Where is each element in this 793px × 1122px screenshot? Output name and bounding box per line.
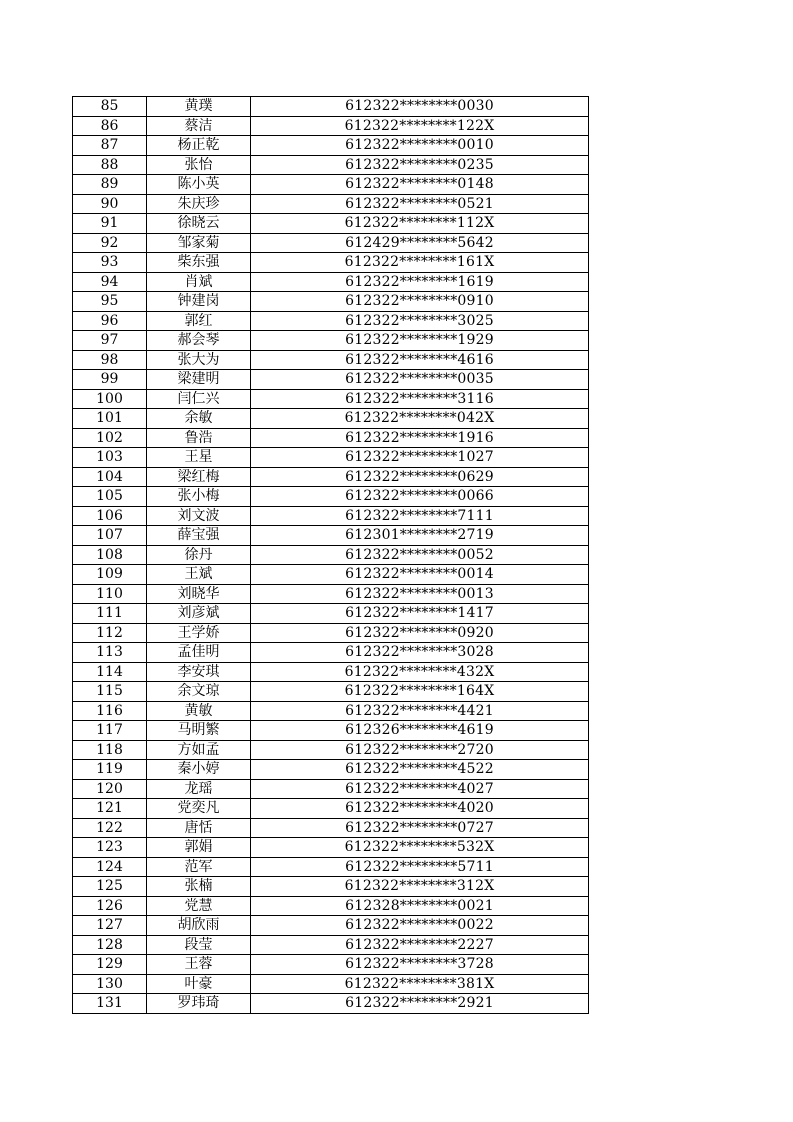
id-number-cell: 612322********432X	[251, 662, 589, 682]
row-number-cell: 103	[73, 448, 147, 468]
row-number-cell: 91	[73, 214, 147, 234]
table-row	[73, 604, 589, 624]
name-cell: 张大为	[147, 350, 251, 370]
name-cell: 邹家菊	[147, 233, 251, 253]
table-row	[73, 818, 589, 838]
row-number-cell: 130	[73, 974, 147, 994]
id-number-cell: 612322********381X	[251, 974, 589, 994]
id-number-cell: 612322********1027	[251, 448, 589, 468]
name-cell: 黄敏	[147, 701, 251, 721]
id-number-cell: 612322********5711	[251, 857, 589, 877]
name-cell: 范军	[147, 857, 251, 877]
id-number-cell: 612322********2720	[251, 740, 589, 760]
table-row	[73, 799, 589, 819]
id-number-cell: 612322********0010	[251, 136, 589, 156]
name-cell: 马明繁	[147, 721, 251, 741]
name-cell: 余敏	[147, 409, 251, 429]
table-row	[73, 253, 589, 273]
name-cell: 郝会琴	[147, 331, 251, 351]
row-number-cell: 95	[73, 292, 147, 312]
table-row	[73, 857, 589, 877]
table-row	[73, 779, 589, 799]
table-row	[73, 955, 589, 975]
id-number-cell: 612301********2719	[251, 526, 589, 546]
name-cell: 唐恬	[147, 818, 251, 838]
id-number-cell: 612322********0629	[251, 467, 589, 487]
row-number-cell: 106	[73, 506, 147, 526]
id-number-cell: 612322********4027	[251, 779, 589, 799]
name-cell: 肖斌	[147, 272, 251, 292]
row-number-cell: 125	[73, 877, 147, 897]
row-number-cell: 96	[73, 311, 147, 331]
table-row	[73, 701, 589, 721]
name-cell: 郭娟	[147, 838, 251, 858]
id-number-cell: 612328********0021	[251, 896, 589, 916]
name-cell: 叶豪	[147, 974, 251, 994]
table-row	[73, 311, 589, 331]
row-number-cell: 128	[73, 935, 147, 955]
id-number-cell: 612322********2921	[251, 994, 589, 1014]
row-number-cell: 123	[73, 838, 147, 858]
id-number-cell: 612322********3028	[251, 643, 589, 663]
table-row	[73, 272, 589, 292]
row-number-cell: 92	[73, 233, 147, 253]
row-number-cell: 94	[73, 272, 147, 292]
table-row	[73, 233, 589, 253]
id-number-cell: 612322********4020	[251, 799, 589, 819]
id-number-cell: 612429********5642	[251, 233, 589, 253]
name-cell: 张怡	[147, 155, 251, 175]
row-number-cell: 121	[73, 799, 147, 819]
table-row	[73, 350, 589, 370]
name-cell: 余文琼	[147, 682, 251, 702]
id-number-cell: 612322********0148	[251, 175, 589, 195]
table-row	[73, 682, 589, 702]
name-cell: 李安琪	[147, 662, 251, 682]
table-row	[73, 136, 589, 156]
id-number-cell: 612322********4616	[251, 350, 589, 370]
name-cell: 党慧	[147, 896, 251, 916]
row-number-cell: 101	[73, 409, 147, 429]
id-number-cell: 612322********3025	[251, 311, 589, 331]
table-row	[73, 97, 589, 117]
name-cell: 罗玮琦	[147, 994, 251, 1014]
row-number-cell: 120	[73, 779, 147, 799]
table-row	[73, 155, 589, 175]
name-cell: 段莹	[147, 935, 251, 955]
name-cell: 方如孟	[147, 740, 251, 760]
id-number-cell: 612322********1916	[251, 428, 589, 448]
name-cell: 徐晓云	[147, 214, 251, 234]
name-cell: 王斌	[147, 565, 251, 585]
name-cell: 秦小婷	[147, 760, 251, 780]
row-number-cell: 109	[73, 565, 147, 585]
name-cell: 郭红	[147, 311, 251, 331]
table-row	[73, 994, 589, 1014]
id-number-cell: 612322********7111	[251, 506, 589, 526]
table-row	[73, 760, 589, 780]
name-cell: 柴东强	[147, 253, 251, 273]
id-number-cell: 612322********0235	[251, 155, 589, 175]
table-row	[73, 935, 589, 955]
id-number-cell: 612322********2227	[251, 935, 589, 955]
table-row	[73, 623, 589, 643]
name-cell: 黄璞	[147, 97, 251, 117]
name-cell: 徐丹	[147, 545, 251, 565]
roster-table	[72, 96, 589, 1014]
name-cell: 张楠	[147, 877, 251, 897]
id-number-cell: 612322********1929	[251, 331, 589, 351]
name-cell: 龙瑶	[147, 779, 251, 799]
row-number-cell: 111	[73, 604, 147, 624]
id-number-cell: 612322********1619	[251, 272, 589, 292]
name-cell: 蔡洁	[147, 116, 251, 136]
table-row	[73, 370, 589, 390]
row-number-cell: 99	[73, 370, 147, 390]
name-cell: 刘晓华	[147, 584, 251, 604]
id-number-cell: 612322********4522	[251, 760, 589, 780]
name-cell: 梁红梅	[147, 467, 251, 487]
name-cell: 钟建岗	[147, 292, 251, 312]
name-cell: 孟佳明	[147, 643, 251, 663]
name-cell: 梁建明	[147, 370, 251, 390]
id-number-cell: 612322********164X	[251, 682, 589, 702]
table-row	[73, 545, 589, 565]
table-row	[73, 896, 589, 916]
row-number-cell: 89	[73, 175, 147, 195]
table-row	[73, 565, 589, 585]
table-row	[73, 506, 589, 526]
table-row	[73, 643, 589, 663]
table-row	[73, 389, 589, 409]
row-number-cell: 100	[73, 389, 147, 409]
row-number-cell: 86	[73, 116, 147, 136]
name-cell: 党奕凡	[147, 799, 251, 819]
row-number-cell: 110	[73, 584, 147, 604]
table-row	[73, 487, 589, 507]
table-row	[73, 584, 589, 604]
row-number-cell: 114	[73, 662, 147, 682]
id-number-cell: 612322********4421	[251, 701, 589, 721]
id-number-cell: 612322********3116	[251, 389, 589, 409]
id-number-cell: 612322********0013	[251, 584, 589, 604]
name-cell: 刘彦斌	[147, 604, 251, 624]
table-row	[73, 175, 589, 195]
table-row	[73, 331, 589, 351]
name-cell: 王蓉	[147, 955, 251, 975]
name-cell: 朱庆珍	[147, 194, 251, 214]
table-row	[73, 974, 589, 994]
id-number-cell: 612322********0052	[251, 545, 589, 565]
row-number-cell: 129	[73, 955, 147, 975]
row-number-cell: 118	[73, 740, 147, 760]
row-number-cell: 97	[73, 331, 147, 351]
id-number-cell: 612322********0521	[251, 194, 589, 214]
row-number-cell: 117	[73, 721, 147, 741]
id-number-cell: 612322********0030	[251, 97, 589, 117]
id-number-cell: 612322********0022	[251, 916, 589, 936]
row-number-cell: 93	[73, 253, 147, 273]
row-number-cell: 90	[73, 194, 147, 214]
row-number-cell: 122	[73, 818, 147, 838]
id-number-cell: 612322********0066	[251, 487, 589, 507]
id-number-cell: 612322********042X	[251, 409, 589, 429]
row-number-cell: 98	[73, 350, 147, 370]
table-row	[73, 740, 589, 760]
table-row	[73, 292, 589, 312]
id-number-cell: 612322********312X	[251, 877, 589, 897]
id-number-cell: 612322********0727	[251, 818, 589, 838]
name-cell: 杨正乾	[147, 136, 251, 156]
row-number-cell: 87	[73, 136, 147, 156]
id-number-cell: 612322********532X	[251, 838, 589, 858]
row-number-cell: 88	[73, 155, 147, 175]
row-number-cell: 126	[73, 896, 147, 916]
row-number-cell: 107	[73, 526, 147, 546]
table-row	[73, 526, 589, 546]
row-number-cell: 112	[73, 623, 147, 643]
name-cell: 张小梅	[147, 487, 251, 507]
name-cell: 闫仁兴	[147, 389, 251, 409]
table-row	[73, 877, 589, 897]
row-number-cell: 108	[73, 545, 147, 565]
name-cell: 鲁浩	[147, 428, 251, 448]
row-number-cell: 102	[73, 428, 147, 448]
id-number-cell: 612322********0014	[251, 565, 589, 585]
id-number-cell: 612322********161X	[251, 253, 589, 273]
table-row	[73, 214, 589, 234]
id-number-cell: 612322********0920	[251, 623, 589, 643]
name-cell: 刘文波	[147, 506, 251, 526]
row-number-cell: 115	[73, 682, 147, 702]
name-cell: 薛宝强	[147, 526, 251, 546]
table-row	[73, 838, 589, 858]
name-cell: 王学娇	[147, 623, 251, 643]
table-row	[73, 428, 589, 448]
id-number-cell: 612326********4619	[251, 721, 589, 741]
table-row	[73, 116, 589, 136]
id-number-cell: 612322********1417	[251, 604, 589, 624]
table-row	[73, 916, 589, 936]
id-number-cell: 612322********3728	[251, 955, 589, 975]
id-number-cell: 612322********0910	[251, 292, 589, 312]
name-cell: 胡欣雨	[147, 916, 251, 936]
table-row	[73, 448, 589, 468]
row-number-cell: 85	[73, 97, 147, 117]
row-number-cell: 105	[73, 487, 147, 507]
id-number-cell: 612322********112X	[251, 214, 589, 234]
id-number-cell: 612322********122X	[251, 116, 589, 136]
row-number-cell: 116	[73, 701, 147, 721]
name-cell: 陈小英	[147, 175, 251, 195]
name-cell: 王星	[147, 448, 251, 468]
row-number-cell: 124	[73, 857, 147, 877]
row-number-cell: 127	[73, 916, 147, 936]
table-row	[73, 409, 589, 429]
table-row	[73, 194, 589, 214]
row-number-cell: 104	[73, 467, 147, 487]
table-row	[73, 467, 589, 487]
table-row	[73, 662, 589, 682]
row-number-cell: 131	[73, 994, 147, 1014]
row-number-cell: 119	[73, 760, 147, 780]
id-number-cell: 612322********0035	[251, 370, 589, 390]
table-row	[73, 721, 589, 741]
roster-table-body	[73, 97, 589, 1014]
row-number-cell: 113	[73, 643, 147, 663]
